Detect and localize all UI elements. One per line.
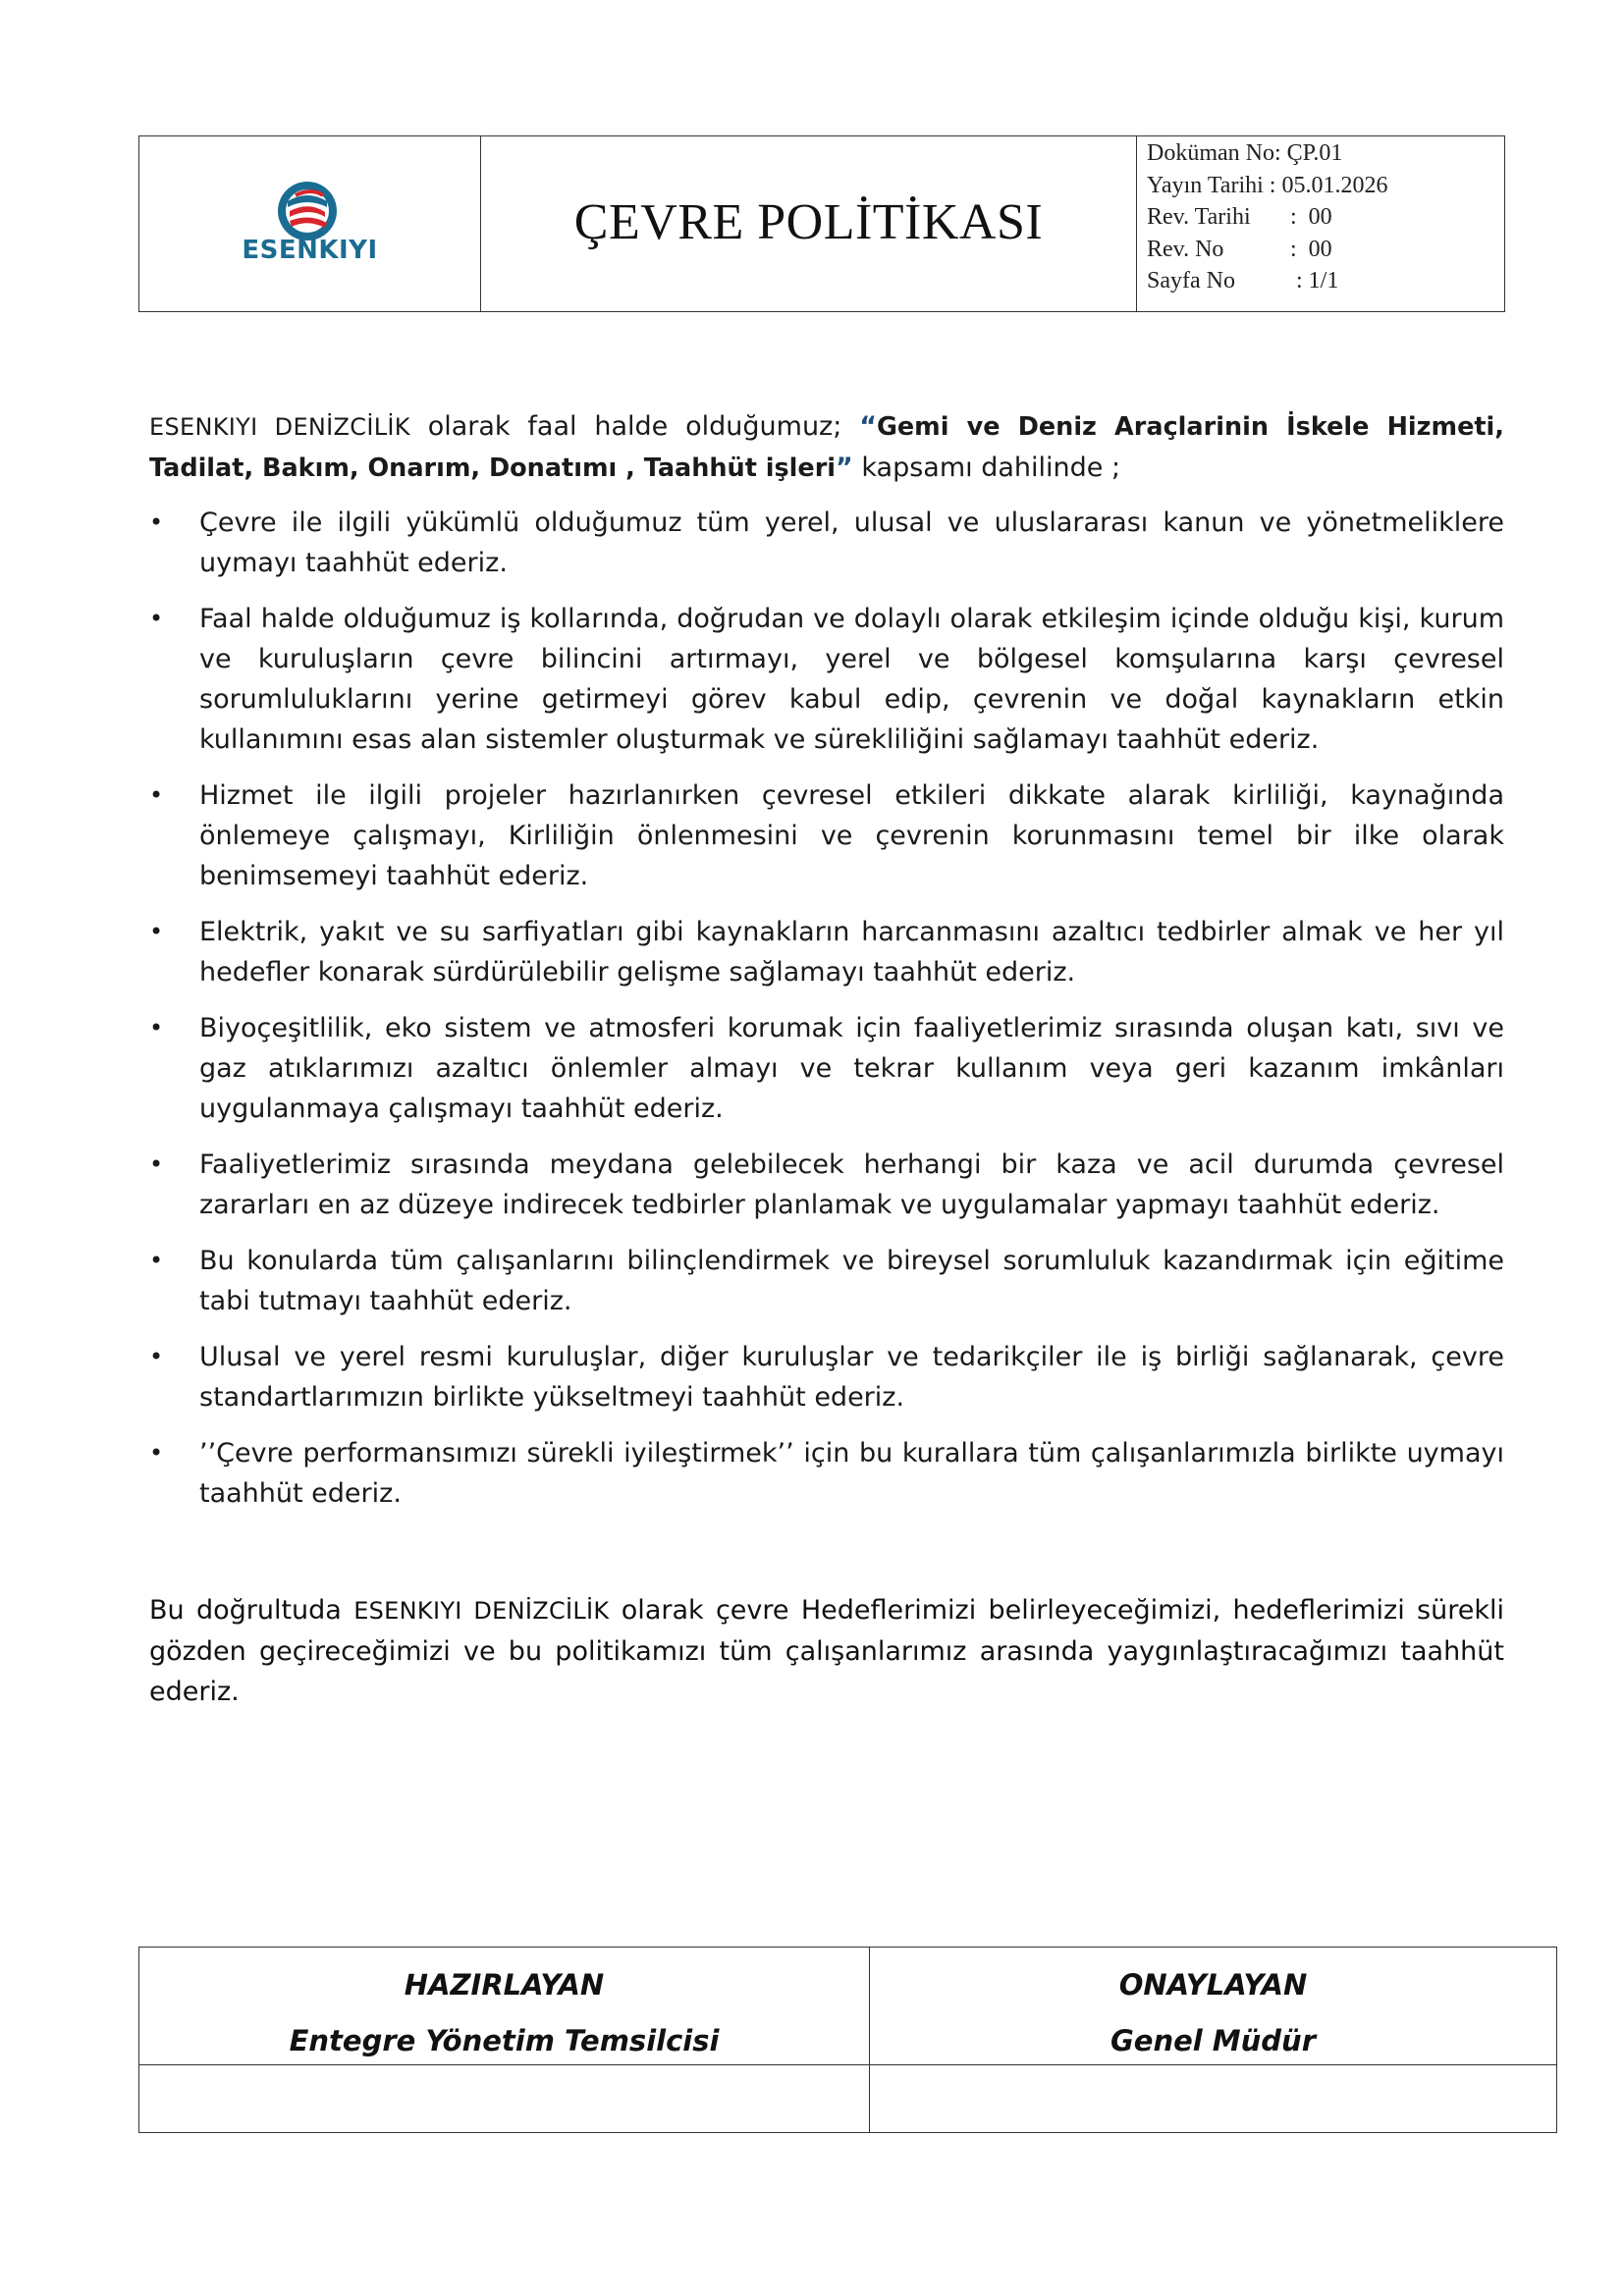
list-item: • Elektrik, yakıt ve su sarfiyatları gibi kaynakların harcanmasını azaltıcı tedbirler almak ve her yıl hedefler konarak sürdürülebilir gelişme sağlamayı taahhüt ederiz.: [149, 912, 1504, 992]
prepared-by-signature-cell: [139, 2064, 870, 2132]
page-title: ÇEVRE POLİTİKASI: [573, 194, 1044, 250]
scope-text: Gemi ve Deniz Araçlarinin İskele Hizmeti, Tadilat, Bakım, Onarım, Donatımı , Taahhüt işleri: [149, 412, 1504, 483]
company-name: ESENKIYI DENİZCİLİK: [353, 1597, 610, 1625]
prepared-by-role: Entegre Yönetim Temsilcisi: [289, 2024, 720, 2057]
closing-paragraph: Bu doğrultuda ESENKIYI DENİZCİLİK olarak çevre Hedeflerimizi belirleyeceğimizi, hedeflerimizi sürekli gözden geçireceğimizi ve bu politikamızı tüm çalışanlarımız arasında yaygınlaştıracağımızı taahhüt ederiz.: [149, 1595, 1504, 1707]
approved-by-signature-cell: [870, 2064, 1556, 2132]
meta-publish-date: Yayın Tarihi : 05.01.2026: [1147, 172, 1388, 198]
list-item: • Faal halde olduğumuz iş kollarında, doğrudan ve dolaylı olarak etkileşim içinde olduğu kişi, kurum ve kuruluşların çevre bilincini artırmayı, yerel ve bölgesel komşularına karşı çevresel sorumluluklarını yerine getirmeyi görev kabul edip, çevrenin ve doğal kaynakların etkin kullanımını esas alan sistemler oluşturmak ve sürekliliğini sağlamayı taahhüt ederiz.: [149, 599, 1504, 760]
policy-list: [149, 503, 1504, 1514]
company-name: ESENKIYI DENİZCİLİK: [149, 413, 410, 441]
bullet-icon: •: [149, 918, 164, 945]
bullet-icon: •: [149, 1247, 164, 1274]
logo-cell: [139, 136, 481, 311]
document-header: [138, 135, 1505, 312]
meta-rev-no: Rev. No : 00: [1147, 236, 1332, 262]
signature-table: [138, 1947, 1557, 2133]
list-item: • Bu konularda tüm çalışanlarını bilinçlendirmek ve bireysel sorumluluk kazandırmak için eğitime tabi tutmayı taahhüt ederiz.: [149, 1241, 1504, 1321]
bullet-icon: •: [149, 1439, 164, 1467]
bullet-icon: •: [149, 1150, 164, 1178]
meta-rev-date: Rev. Tarihi : 00: [1147, 204, 1332, 230]
list-item: • Ulusal ve yerel resmi kuruluşlar, diğer kuruluşlar ve tedarikçiler ile iş birliği sağlanarak, çevre standartlarımızın birlikte yükseltmeyi taahhüt ederiz.: [149, 1337, 1504, 1417]
bullet-icon: •: [149, 1014, 164, 1041]
bullet-icon: •: [149, 508, 164, 536]
document-meta: [1137, 136, 1504, 311]
intro-paragraph: ESENKIYI DENİZCİLİK olarak faal halde olduğumuz; “Gemi ve Deniz Araçlarinin İskele Hizmeti, Tadilat, Bakım, Onarım, Donatımı , Taahhüt işleri” kapsamı dahilinde ;: [149, 411, 1504, 483]
bullet-icon: •: [149, 605, 164, 632]
approved-by-heading: ONAYLAYAN: [1118, 1968, 1308, 2002]
list-item: • Çevre ile ilgili yükümlü olduğumuz tüm yerel, ulusal ve uluslararası kanun ve yönetmeliklere uymayı taahhüt ederiz.: [149, 503, 1504, 583]
list-item: • Biyoçeşitlilik, eko sistem ve atmosferi korumak için faaliyetlerimiz sırasında oluşan katı, sıvı ve gaz atıklarımızı azaltıcı önlemler almayı ve tekrar kullanım veya geri kazanım imkânları uygulanmaya çalışmayı taahhüt ederiz.: [149, 1008, 1504, 1129]
approved-by-cell: [870, 1948, 1556, 2064]
prepared-by-cell: [139, 1948, 870, 2064]
title-cell: [481, 136, 1137, 311]
list-item: • Hizmet ile ilgili projeler hazırlanırken çevresel etkileri dikkate alarak kirliliği, kaynağında önlemeye çalışmayı, Kirliliğin önlenmesini ve çevrenin korunmasını temel bir ilke olarak benimsemeyi taahhüt ederiz.: [149, 775, 1504, 896]
list-item: • ’’Çevre performansımızı sürekli iyileştirmek’’ için bu kurallara tüm çalışanlarımızla birlikte uymayı taahhüt ederiz.: [149, 1433, 1504, 1514]
policy-body: [149, 406, 1504, 1529]
prepared-by-heading: HAZIRLAYAN: [404, 1968, 605, 2002]
logo-text: ESENKIYI: [242, 236, 378, 265]
approved-by-role: Genel Müdür: [1110, 2024, 1317, 2057]
company-logo-icon: [276, 180, 339, 242]
list-item: • Faaliyetlerimiz sırasında meydana gelebilecek herhangi bir kaza ve acil durumda çevresel zararları en az düzeye indirecek tedbirler planlamak ve uygulamalar yapmayı taahhüt ederiz.: [149, 1145, 1504, 1225]
meta-page-no: Sayfa No : 1/1: [1147, 268, 1339, 294]
bullet-icon: •: [149, 781, 164, 809]
meta-doc-no: Doküman No: ÇP.01: [1147, 140, 1343, 166]
bullet-icon: •: [149, 1343, 164, 1370]
